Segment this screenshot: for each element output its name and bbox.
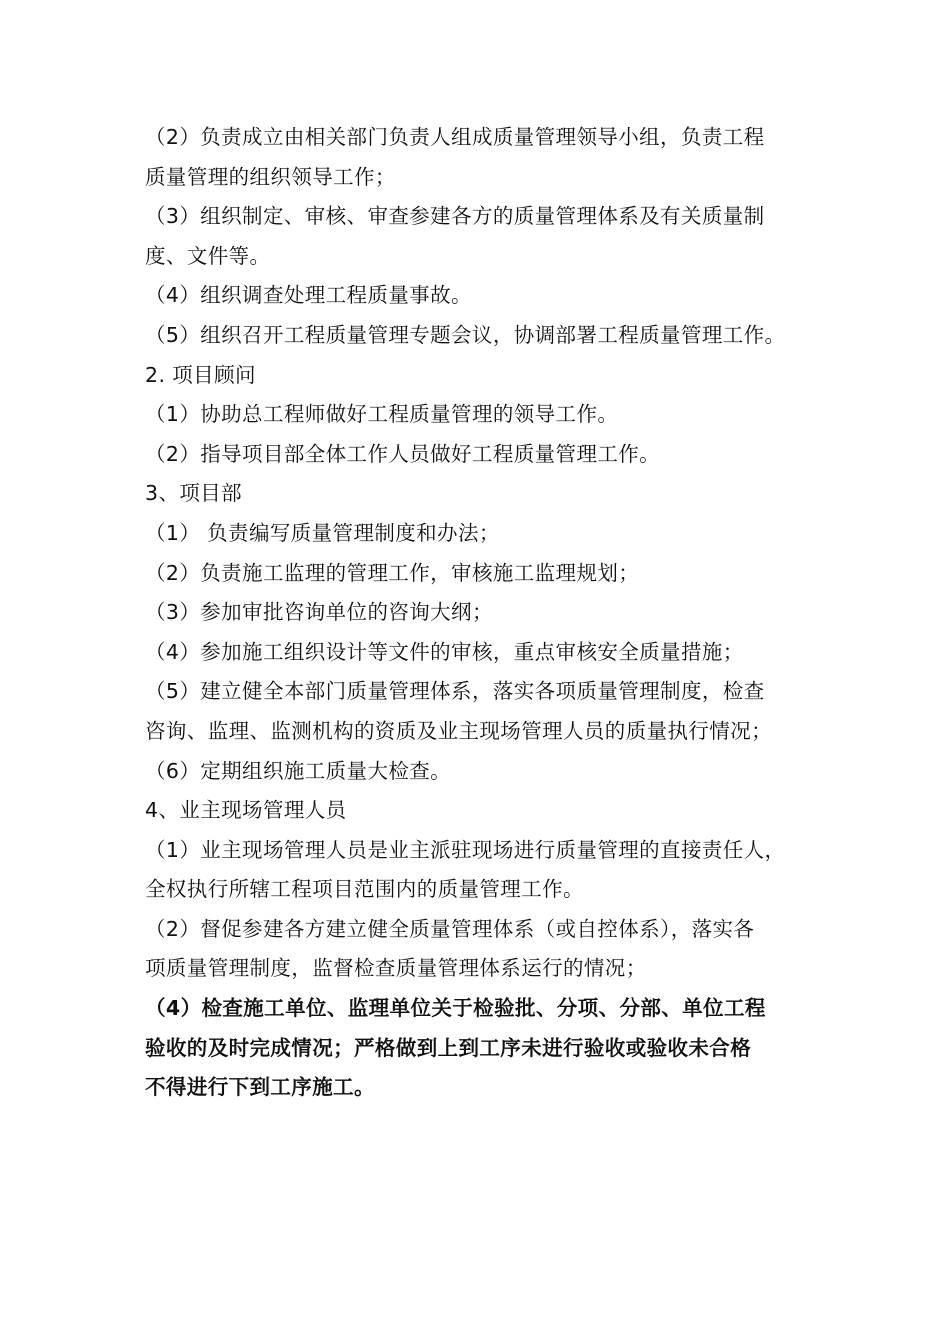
text-line: 质量管理的组织领导工作； (145, 164, 396, 189)
text-line: （2）督促参建各方建立健全质量管理体系（或自控体系），落实各 (145, 916, 755, 941)
bold-text-line: 验收的及时完成情况；严格做到上到工序未进行验收或验收未合格 (145, 1035, 752, 1060)
text-line: （1）协助总工程师做好工程质量管理的领导工作。 (145, 402, 619, 427)
text-line: （4）参加施工组织设计等文件的审核，重点审核安全质量措施； (145, 639, 744, 664)
bold-text-line: 不得进行下到工序施工。 (145, 1075, 375, 1100)
text-line: 咨询、监理、监测机构的资质及业主现场管理人员的质量执行情况； (145, 718, 772, 743)
text-line: （6）定期组织施工质量大检查。 (145, 758, 452, 783)
text-line: （2）指导项目部全体工作人员做好工程质量管理工作。 (145, 441, 661, 466)
text-line: （2）负责施工监理的管理工作，审核施工监理规划； (145, 560, 640, 585)
text-line: （3）组织制定、审核、审查参建各方的质量管理体系及有关质量制 (145, 204, 765, 229)
bold-text-line: （4）检查施工单位、监理单位关于检验批、分项、分部、单位工程 (145, 996, 766, 1021)
text-line: 全权执行所辖工程项目范围内的质量管理工作。 (145, 877, 584, 902)
section-heading: 3、项目部 (145, 481, 243, 506)
text-line: （5）建立健全本部门质量管理体系，落实各项质量管理制度，检查 (145, 679, 765, 704)
text-line: （5）组织召开工程质量管理专题会议，协调部署工程质量管理工作。 (145, 322, 786, 347)
text-line: （2）负责成立由相关部门负责人组成质量管理领导小组，负责工程 (145, 125, 765, 149)
text-line: 项质量管理制度，监督检查质量管理体系运行的情况； (145, 956, 647, 981)
document-page (145, 118, 845, 1108)
text-line: （1）业主现场管理人员是业主派驻现场进行质量管理的直接责任人， (145, 837, 786, 862)
text-line: （4）组织调查处理工程质量事故。 (145, 283, 472, 308)
text-line: （1） 负责编写质量管理制度和办法； (145, 520, 500, 545)
section-heading: 4、业主现场管理人员 (145, 798, 347, 823)
text-line: 度、文件等。 (145, 243, 271, 268)
section-heading: 2. 项目顾问 (145, 362, 256, 387)
text-line: （3）参加审批咨询单位的咨询大纲； (145, 600, 493, 625)
